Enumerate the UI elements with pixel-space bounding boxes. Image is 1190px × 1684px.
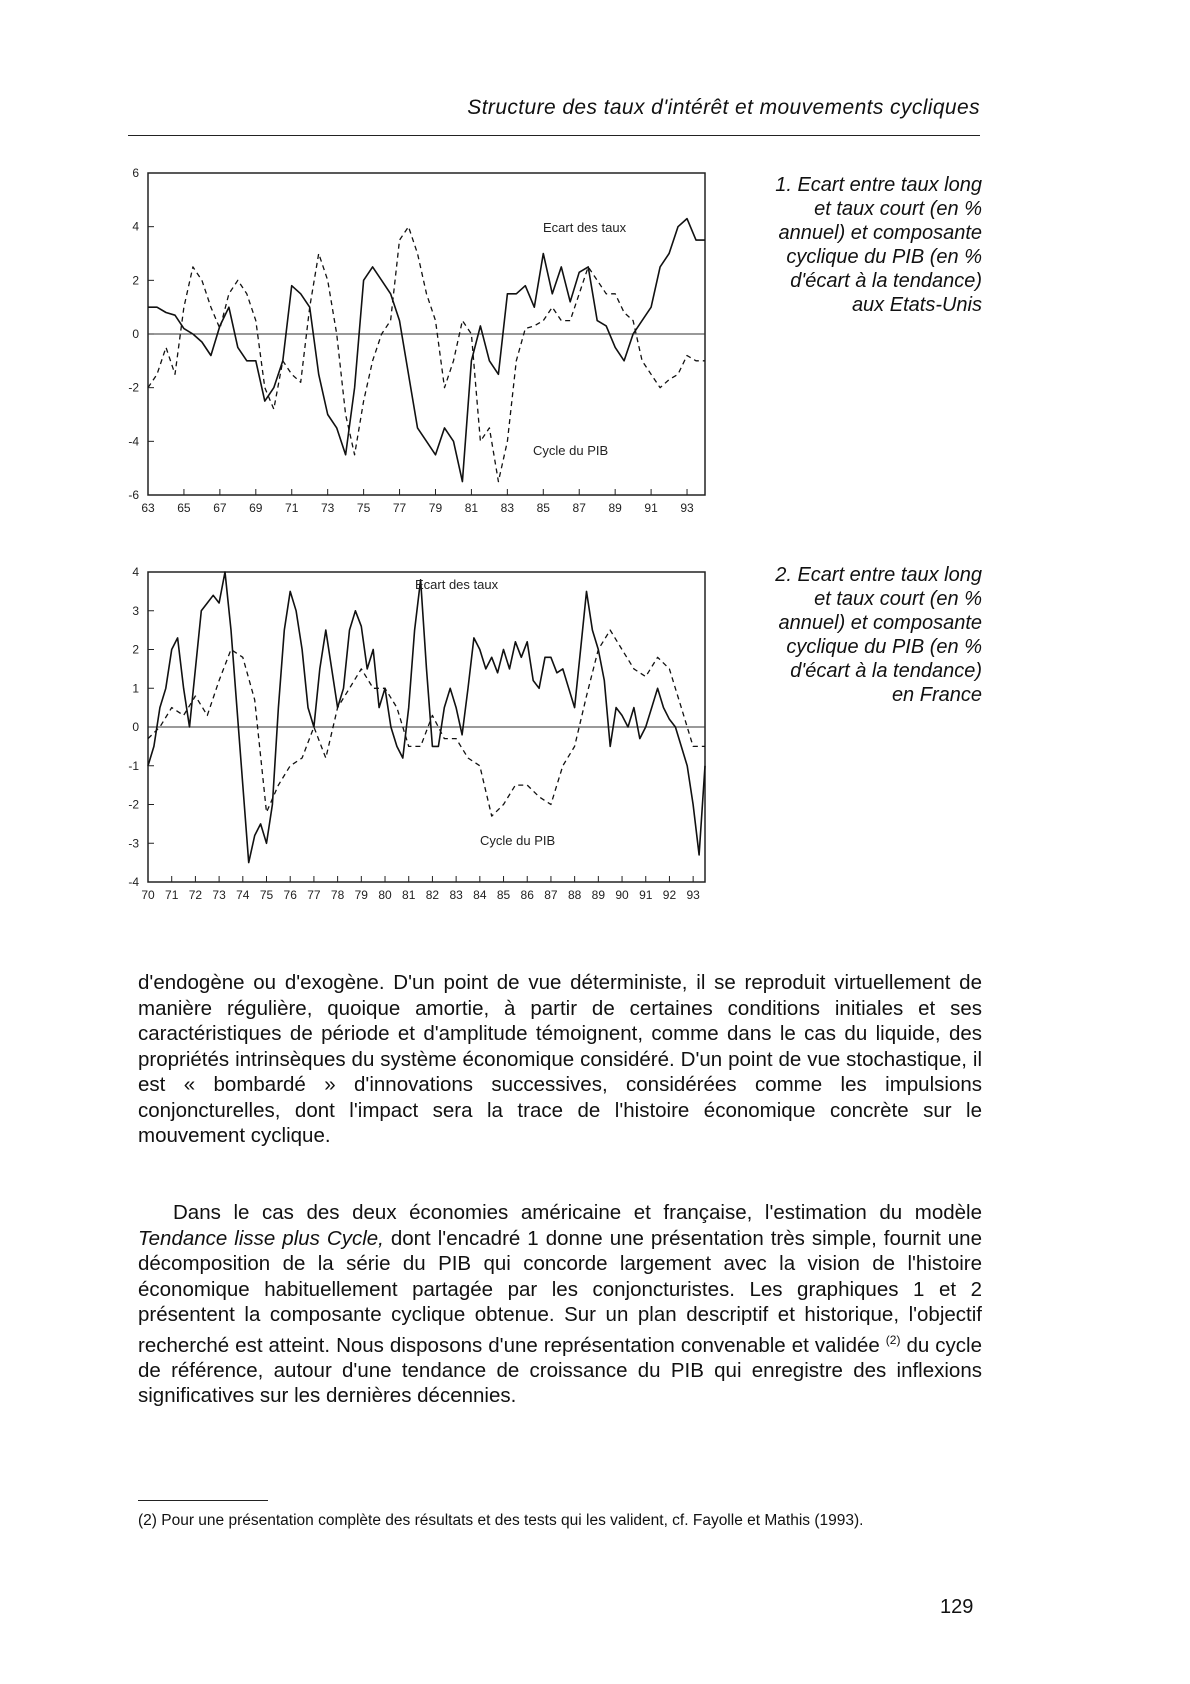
chart-us: [115, 168, 715, 528]
y-tick-label: -4: [128, 434, 139, 449]
x-tick-label: 73: [212, 888, 226, 902]
caption-chart2: 2. Ecart entre taux long et taux court (en % annuel) et composante cyclique du PIB (en % d'écart à la tendance) en France: [775, 564, 982, 706]
chart-france: [115, 562, 715, 922]
x-tick-label: 74: [236, 888, 250, 902]
y-tick-label: 0: [132, 327, 139, 341]
x-tick-label: 77: [392, 501, 407, 515]
x-tick-label: 77: [307, 888, 321, 902]
x-tick-label: 73: [320, 501, 335, 515]
x-tick-label: 63: [141, 501, 155, 515]
series-label-ecart: Ecart des taux: [543, 220, 627, 235]
para2-text-a: Dans le cas des deux économies américaine et française, l'estimation du modèle: [173, 1201, 982, 1224]
x-tick-label: 72: [188, 888, 203, 902]
x-tick-label: 83: [500, 501, 515, 515]
x-tick-label: 84: [473, 888, 487, 902]
x-tick-label: 79: [428, 501, 443, 515]
para2-italic: Tendance lisse plus Cycle,: [138, 1226, 384, 1250]
y-tick-label: 6: [132, 168, 139, 180]
y-tick-label: 1: [132, 681, 139, 696]
x-tick-label: 67: [213, 501, 227, 515]
x-tick-label: 89: [608, 501, 622, 515]
x-tick-label: 93: [686, 888, 700, 902]
footnote-ref: (2): [885, 1332, 901, 1347]
y-tick-label: 4: [132, 565, 139, 579]
series-label-cycle: Cycle du PIB: [480, 833, 556, 848]
x-tick-label: 81: [464, 501, 479, 515]
x-tick-label: 85: [496, 888, 511, 902]
series-line-ecart-taux: [148, 219, 705, 482]
y-tick-label: 4: [132, 219, 139, 234]
y-tick-label: 3: [132, 603, 139, 618]
series-label-ecart: Ecart des taux: [415, 577, 499, 592]
x-tick-label: 79: [354, 888, 368, 902]
series-line-ecart-taux: [148, 572, 705, 863]
header-rule: [128, 135, 980, 136]
caption-chart1: 1. Ecart entre taux long et taux court (en % annuel) et composante cyclique du PIB (en % d'écart à la tendance) aux Etats-Unis: [775, 174, 982, 316]
x-tick-label: 65: [177, 501, 191, 515]
y-tick-label: 2: [132, 273, 139, 288]
x-tick-label: 83: [449, 888, 463, 902]
x-tick-label: 70: [141, 888, 155, 902]
para2-text-b: dont l'encadré 1 donne une présentation très simple, fournit une décomposition de la série du PIB qui concorde largement avec la vision de l'histoire économique habituellement partagée par les conjoncturistes. Les graphiques 1 et 2 présentent la composante cyclique obtenue. Sur un plan descriptif et historique, l'objectif recherché est atteint. Nous disposons d'une représentation convenable et validée: [138, 1226, 982, 1357]
x-tick-label: 81: [402, 888, 416, 902]
body-paragraph-1: d'endogène ou d'exogène. D'un point de vue déterministe, il se reproduit virtuellement de manière régulière, quoique amortie, à partir de certaines conditions initiales et ses caractéristiques de période et d'amplitude témoignent, comme dans le cas du liquide, des propriétés intrinsèques du système économique considéré. D'un point de vue stochastique, il est « bombardé » d'innovations successives, considérées comme les impulsions conjoncturelles, dont l'impact sera la trace de l'histoire économique concrète sur le mouvement cyclique.: [138, 971, 982, 1147]
x-tick-label: 91: [644, 501, 658, 515]
page-number: 129: [940, 1596, 974, 1618]
series-line-cycle-pib: [148, 227, 705, 482]
x-tick-label: 89: [591, 888, 606, 902]
y-tick-label: -3: [128, 836, 139, 851]
x-tick-label: 75: [356, 501, 371, 515]
footnote: (2) Pour une présentation complète des résultats et des tests qui les valident, cf. Fayolle et Mathis (1993).: [138, 1512, 864, 1529]
x-tick-label: 93: [680, 501, 694, 515]
x-tick-label: 71: [285, 501, 299, 515]
x-tick-label: 71: [165, 888, 179, 902]
x-tick-label: 75: [259, 888, 274, 902]
y-tick-label: 2: [132, 642, 139, 657]
y-tick-label: -6: [128, 488, 139, 502]
y-tick-label: -2: [128, 380, 139, 395]
x-tick-label: 80: [378, 888, 392, 902]
body-paragraph-2: [138, 1200, 982, 1409]
para2-text-c: du cycle de référence, autour d'une tendance de croissance du PIB qui enregistre des inflexions significatives sur les dernières décennies.: [138, 1333, 982, 1408]
x-tick-label: 90: [615, 888, 629, 902]
x-tick-label: 69: [249, 501, 263, 515]
y-tick-label: 0: [132, 720, 139, 734]
x-tick-label: 82: [425, 888, 440, 902]
x-tick-label: 78: [330, 888, 345, 902]
y-tick-label: -2: [128, 797, 139, 812]
x-tick-label: 91: [639, 888, 653, 902]
series-label-cycle: Cycle du PIB: [533, 443, 609, 458]
x-tick-label: 85: [536, 501, 550, 515]
footnote-rule: [138, 1500, 268, 1501]
x-tick-label: 76: [283, 888, 297, 902]
x-tick-label: 86: [520, 888, 534, 902]
y-tick-label: -1: [128, 758, 139, 773]
x-tick-label: 87: [544, 888, 558, 902]
x-tick-label: 92: [662, 888, 677, 902]
running-header: Structure des taux d'intérêt et mouvements cycliques: [467, 96, 980, 119]
x-tick-label: 87: [572, 501, 586, 515]
x-tick-label: 88: [567, 888, 582, 902]
y-tick-label: -4: [128, 875, 139, 889]
